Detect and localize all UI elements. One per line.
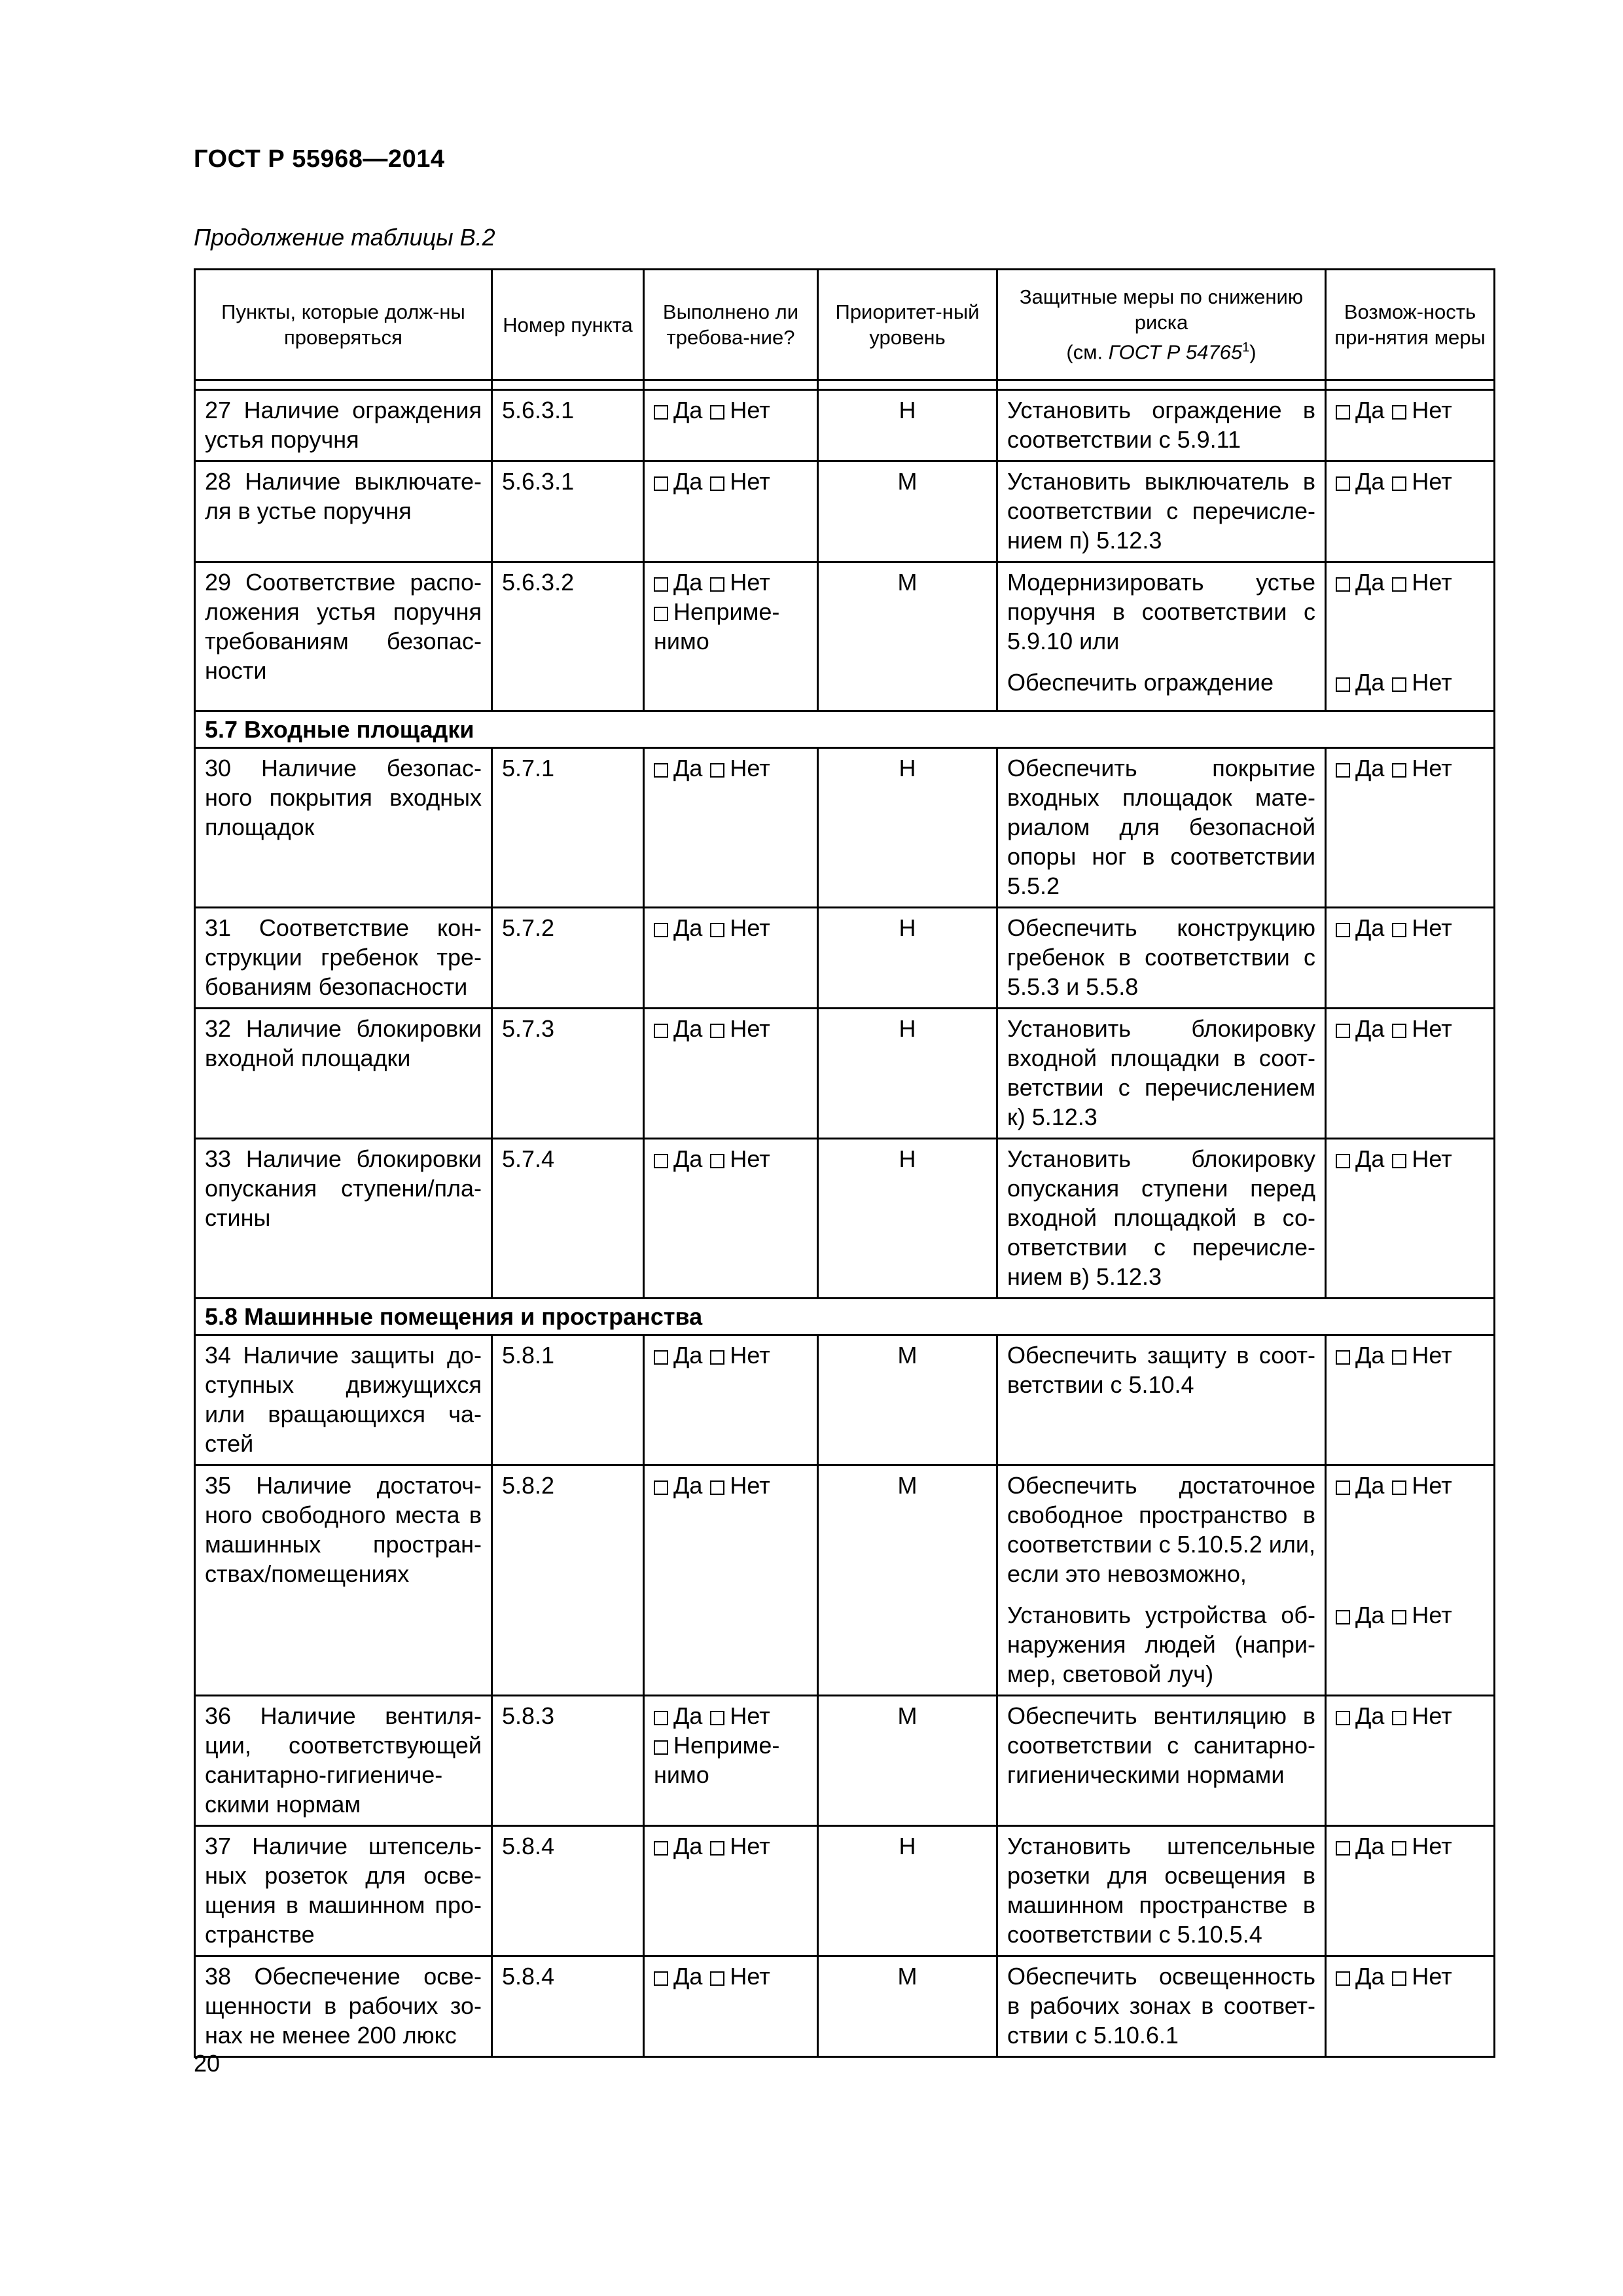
- label-yes: Да: [1355, 397, 1385, 423]
- label-yes: Да: [1355, 669, 1385, 696]
- availability-option: [1336, 567, 1484, 597]
- protective-measure: Установить ограждение в соответствии с 5.9.11: [1007, 397, 1315, 453]
- priority-level: М: [818, 1465, 997, 1696]
- table-row: [195, 1956, 1495, 2057]
- measure-availability: [1326, 390, 1495, 461]
- label-no: Нет: [730, 569, 770, 596]
- section-heading: 5.7 Входные площадки: [195, 711, 1495, 748]
- table-row: [195, 1465, 1495, 1696]
- label-yes: Да: [1355, 914, 1385, 941]
- checkbox-no[interactable]: [1392, 476, 1406, 491]
- label-yes: Да: [673, 1472, 703, 1499]
- requirement-met-cell: [644, 908, 818, 1009]
- checkbox-no[interactable]: [710, 1350, 724, 1365]
- checkbox-no[interactable]: [1392, 405, 1406, 420]
- availability-option: [1336, 1600, 1484, 1630]
- requirement-met-cell: [644, 1956, 818, 2057]
- availability-option: [1336, 1701, 1484, 1731]
- availability-option: [1336, 395, 1484, 425]
- table-row: [195, 461, 1495, 562]
- clause-number: 5.7.3: [492, 1009, 644, 1139]
- checklist-table: [194, 268, 1495, 2058]
- check-item: 32 Наличие блокировки входной площадки: [195, 1009, 492, 1139]
- checkbox-yes[interactable]: [654, 1024, 668, 1038]
- checkbox-yes[interactable]: [654, 476, 668, 491]
- table-row: [195, 1009, 1495, 1139]
- checkbox-no[interactable]: [710, 923, 724, 937]
- col-header-avail: Возмож-ность при-нятия меры: [1326, 270, 1495, 380]
- availability-option: [1336, 1144, 1484, 1174]
- table-row: [195, 1826, 1495, 1956]
- measure-availability: [1326, 1009, 1495, 1139]
- clause-number: 5.8.1: [492, 1335, 644, 1465]
- measure-availability: [1326, 1696, 1495, 1826]
- measure-availability: [1326, 908, 1495, 1009]
- measures-header-line1: Защитные меры по снижению риска: [1019, 285, 1304, 334]
- label-yes: Да: [1355, 1963, 1385, 1990]
- checkbox-no[interactable]: [1392, 1841, 1406, 1856]
- clause-number: 5.7.1: [492, 748, 644, 908]
- label-no: Нет: [1412, 397, 1452, 423]
- checkbox-no[interactable]: [1392, 1971, 1406, 1986]
- col-header-done: Выполнено ли требова-ние?: [644, 270, 818, 380]
- availability-option: [1336, 1471, 1484, 1500]
- requirement-met-cell: [644, 1696, 818, 1826]
- table-row: [195, 748, 1495, 908]
- checkbox-yes[interactable]: [1336, 577, 1350, 592]
- clause-number: 5.8.4: [492, 1956, 644, 2057]
- measure-availability: [1326, 1956, 1495, 2057]
- requirement-met-cell: [644, 562, 818, 711]
- label-yes: Да: [673, 1833, 703, 1859]
- measure-availability: [1326, 1335, 1495, 1465]
- label-not-applicable: Неприме-нимо: [654, 1732, 780, 1788]
- checkbox-yes[interactable]: [1336, 1841, 1350, 1856]
- label-yes: Да: [1355, 1472, 1385, 1499]
- availability-option: [1336, 1340, 1484, 1370]
- measure-availability: [1326, 1139, 1495, 1299]
- label-yes: Да: [1355, 1342, 1385, 1369]
- header-separator: [195, 380, 1495, 390]
- clause-number: 5.8.4: [492, 1826, 644, 1956]
- label-yes: Да: [673, 468, 703, 495]
- requirement-met-cell: [644, 748, 818, 908]
- label-yes: Да: [1355, 1602, 1385, 1628]
- label-yes: Да: [673, 1145, 703, 1172]
- requirement-met-cell: [644, 1826, 818, 1956]
- checkbox-yes[interactable]: [1336, 476, 1350, 491]
- requirement-met-cell: [644, 390, 818, 461]
- protective-measures: [997, 390, 1326, 461]
- requirement-met-cell: [644, 1139, 818, 1299]
- clause-number: 5.8.2: [492, 1465, 644, 1696]
- check-item: 30 Наличие безопас-ного покрытия входных площадок: [195, 748, 492, 908]
- checkbox-yes[interactable]: [1336, 677, 1350, 692]
- clause-number: 5.6.3.1: [492, 390, 644, 461]
- protective-measures: [997, 562, 1326, 711]
- measure-availability: [1326, 562, 1495, 711]
- label-yes: Да: [1355, 755, 1385, 781]
- check-item: 34 Наличие защиты до-ступных движущихся или вращающихся ча-стей: [195, 1335, 492, 1465]
- checkbox-no[interactable]: [710, 1841, 724, 1856]
- label-no: Нет: [1412, 755, 1452, 781]
- availability-option: [1336, 753, 1484, 783]
- table-row: [195, 390, 1495, 461]
- label-no: Нет: [1412, 1145, 1452, 1172]
- label-no: Нет: [1412, 669, 1452, 696]
- checkbox-no[interactable]: [1392, 677, 1406, 692]
- check-item: 29 Соответствие распо-ложения устья поручня требованиям безопас-ности: [195, 562, 492, 711]
- label-no: Нет: [730, 1015, 770, 1042]
- label-yes: Да: [673, 569, 703, 596]
- clause-number: 5.7.4: [492, 1139, 644, 1299]
- priority-level: Н: [818, 908, 997, 1009]
- protective-measures: [997, 1956, 1326, 2057]
- label-yes: Да: [673, 1963, 703, 1990]
- label-no: Нет: [730, 1963, 770, 1990]
- protective-measures: [997, 748, 1326, 908]
- label-no: Нет: [730, 468, 770, 495]
- section-row: [195, 1299, 1495, 1335]
- availability-option: [1336, 1831, 1484, 1861]
- label-no: Нет: [1412, 1015, 1452, 1042]
- checkbox-no[interactable]: [710, 1024, 724, 1038]
- protective-measure: Обеспечить ограждение: [1007, 669, 1274, 696]
- protective-measure: Обеспечить конструкцию гребенок в соответствии с 5.5.3 и 5.5.8: [1007, 914, 1315, 1000]
- section-heading: 5.8 Машинные помещения и пространства: [195, 1299, 1495, 1335]
- checkbox-yes[interactable]: [1336, 405, 1350, 420]
- checkbox-yes[interactable]: [654, 923, 668, 937]
- protective-measure: Установить выключатель в соответствии с перечисле-нием п) 5.12.3: [1007, 468, 1315, 554]
- label-yes: Да: [673, 397, 703, 423]
- checkbox-no[interactable]: [1392, 1154, 1406, 1168]
- table-row: [195, 1335, 1495, 1465]
- measure-availability: [1326, 1465, 1495, 1696]
- label-no: Нет: [730, 1342, 770, 1369]
- protective-measure: Обеспечить защиту в соот-ветствии с 5.10.4: [1007, 1342, 1315, 1398]
- checkbox-no[interactable]: [1392, 763, 1406, 778]
- checkbox-no[interactable]: [1392, 923, 1406, 937]
- label-yes: Да: [1355, 569, 1385, 596]
- checkbox-yes[interactable]: [654, 1711, 668, 1725]
- checkbox-no[interactable]: [710, 1971, 724, 1986]
- availability-option: [1336, 1962, 1484, 1991]
- checkbox-no[interactable]: [1392, 1711, 1406, 1725]
- option-not-applicable: [654, 597, 808, 656]
- measure-availability: [1326, 1826, 1495, 1956]
- label-no: Нет: [1412, 1963, 1452, 1990]
- label-yes: Да: [673, 755, 703, 781]
- checkbox-no[interactable]: [710, 476, 724, 491]
- protective-measure: Обеспечить вентиляцию в соответствии с санитарно-гигиеническими нормами: [1007, 1702, 1315, 1788]
- protective-measures: [997, 1465, 1326, 1696]
- label-no: Нет: [1412, 569, 1452, 596]
- priority-level: М: [818, 1956, 997, 2057]
- label-no: Нет: [1412, 468, 1452, 495]
- label-no: Нет: [730, 1833, 770, 1859]
- label-no: Нет: [1412, 1702, 1452, 1729]
- protective-measures: [997, 1826, 1326, 1956]
- priority-level: М: [818, 1335, 997, 1465]
- protective-measure: Установить устройства об-наружения людей (напри-мер, световой луч): [1007, 1602, 1315, 1687]
- label-no: Нет: [730, 914, 770, 941]
- checkbox-no[interactable]: [710, 1154, 724, 1168]
- protective-measures: [997, 1335, 1326, 1465]
- check-item: 27 Наличие ограждения устья поручня: [195, 390, 492, 461]
- measure-availability: [1326, 461, 1495, 562]
- protective-measures: [997, 1139, 1326, 1299]
- label-no: Нет: [730, 755, 770, 781]
- checkbox-yes[interactable]: [654, 1480, 668, 1495]
- label-not-applicable: Неприме-нимо: [654, 598, 780, 655]
- checkbox-yes[interactable]: [1336, 1610, 1350, 1624]
- requirement-met-cell: [644, 1009, 818, 1139]
- check-item: 31 Соответствие кон-струкции гребенок тре-бованиям безопасности: [195, 908, 492, 1009]
- priority-level: Н: [818, 390, 997, 461]
- checkbox-no[interactable]: [1392, 1024, 1406, 1038]
- availability-option: [1336, 668, 1484, 697]
- checkbox-yes[interactable]: [1336, 1711, 1350, 1725]
- checkbox-no[interactable]: [1392, 1610, 1406, 1624]
- check-item: 33 Наличие блокировки опускания ступени/пла-стины: [195, 1139, 492, 1299]
- checkbox-no[interactable]: [710, 577, 724, 592]
- checkbox-yes[interactable]: [1336, 763, 1350, 778]
- priority-level: Н: [818, 748, 997, 908]
- checkbox-yes[interactable]: [654, 1841, 668, 1856]
- table-row: [195, 908, 1495, 1009]
- checkbox-yes[interactable]: [654, 1350, 668, 1365]
- availability-option: [1336, 913, 1484, 942]
- measure-availability: [1326, 748, 1495, 908]
- check-item: 37 Наличие штепсель-ных розеток для осве-щения в машинном про-странстве: [195, 1826, 492, 1956]
- label-no: Нет: [730, 1472, 770, 1499]
- label-no: Нет: [1412, 1472, 1452, 1499]
- checkbox-yes[interactable]: [1336, 1971, 1350, 1986]
- checkbox-no[interactable]: [710, 1711, 724, 1725]
- requirement-met-cell: [644, 461, 818, 562]
- label-yes: Да: [1355, 1833, 1385, 1859]
- table-row: [195, 562, 1495, 711]
- col-header-number: Номер пункта: [492, 270, 644, 380]
- protective-measures: [997, 1009, 1326, 1139]
- checkbox-yes[interactable]: [654, 763, 668, 778]
- label-no: Нет: [730, 397, 770, 423]
- label-yes: Да: [1355, 468, 1385, 495]
- checkbox-yes[interactable]: [1336, 1154, 1350, 1168]
- label-yes: Да: [673, 914, 703, 941]
- priority-level: Н: [818, 1009, 997, 1139]
- table-header-row: [195, 270, 1495, 380]
- label-no: Нет: [730, 1145, 770, 1172]
- checkbox-yes[interactable]: [654, 405, 668, 420]
- protective-measure: Установить штепсельные розетки для освещения в машинном пространстве в соответствии с 5.10.5.4: [1007, 1833, 1315, 1948]
- checkbox-no[interactable]: [1392, 577, 1406, 592]
- measures-header-close: ): [1249, 340, 1257, 364]
- measures-header-see: (см.: [1066, 340, 1109, 364]
- checkbox-not-applicable[interactable]: [654, 607, 668, 621]
- label-no: Нет: [1412, 1833, 1452, 1859]
- checkbox-no[interactable]: [1392, 1350, 1406, 1365]
- label-yes: Да: [673, 1015, 703, 1042]
- protective-measure: Обеспечить достаточное свободное пространство в соответствии с 5.10.5.2 или, если это невозможно,: [1007, 1472, 1315, 1587]
- protective-measure: Установить блокировку опускания ступени перед входной площадкой в со-ответствии с перечисле-нием в) 5.12.3: [1007, 1145, 1315, 1290]
- protective-measures: [997, 1696, 1326, 1826]
- checkbox-yes[interactable]: [1336, 923, 1350, 937]
- checkbox-no[interactable]: [710, 405, 724, 420]
- col-header-measures: [997, 270, 1326, 380]
- checkbox-yes[interactable]: [1336, 1480, 1350, 1495]
- check-item: 36 Наличие вентиля-ции, соответствующей санитарно-гигиениче-скими нормам: [195, 1696, 492, 1826]
- label-yes: Да: [1355, 1702, 1385, 1729]
- option-not-applicable: [654, 1731, 808, 1789]
- protective-measure: Модернизировать устье поручня в соответствии с 5.9.10 или: [1007, 569, 1315, 655]
- priority-level: М: [818, 562, 997, 711]
- protective-measure: Обеспечить освещенность в рабочих зонах в соответ-ствии с 5.10.6.1: [1007, 1963, 1315, 2049]
- section-row: [195, 711, 1495, 748]
- measures-header-ref: ГОСТ Р 54765: [1108, 340, 1243, 364]
- priority-level: Н: [818, 1826, 997, 1956]
- measures-header-footnote: 1: [1242, 340, 1250, 355]
- checkbox-no[interactable]: [1392, 1480, 1406, 1495]
- label-yes: Да: [1355, 1015, 1385, 1042]
- page-number: 20: [194, 2050, 221, 2077]
- requirement-met-cell: [644, 1465, 818, 1696]
- table-row: [195, 1696, 1495, 1826]
- clause-number: 5.7.2: [492, 908, 644, 1009]
- protective-measure: Установить блокировку входной площадки в соот-ветствии с перечислением к) 5.12.3: [1007, 1015, 1315, 1130]
- checkbox-no[interactable]: [710, 763, 724, 778]
- col-header-priority: Приоритет-ный уровень: [818, 270, 997, 380]
- checkbox-yes[interactable]: [654, 1154, 668, 1168]
- label-yes: Да: [673, 1702, 703, 1729]
- protective-measure: Обеспечить покрытие входных площадок мате-риалом для безопасной опоры ног в соответствии 5.5.2: [1007, 755, 1315, 899]
- label-no: Нет: [1412, 1602, 1452, 1628]
- priority-level: М: [818, 461, 997, 562]
- label-yes: Да: [1355, 1145, 1385, 1172]
- label-no: Нет: [1412, 914, 1452, 941]
- clause-number: 5.6.3.1: [492, 461, 644, 562]
- table-body: [195, 390, 1495, 2057]
- checkbox-yes[interactable]: [1336, 1024, 1350, 1038]
- label-no: Нет: [1412, 1342, 1452, 1369]
- col-header-item: Пункты, которые долж-ны проверяться: [195, 270, 492, 380]
- availability-option: [1336, 1014, 1484, 1043]
- requirement-met-cell: [644, 1335, 818, 1465]
- checkbox-yes[interactable]: [654, 577, 668, 592]
- label-no: Нет: [730, 1702, 770, 1729]
- table-continuation-caption: Продолжение таблицы В.2: [194, 224, 495, 251]
- checkbox-yes[interactable]: [1336, 1350, 1350, 1365]
- checkbox-yes[interactable]: [654, 1971, 668, 1986]
- check-item: 28 Наличие выключате-ля в устье поручня: [195, 461, 492, 562]
- availability-option: [1336, 467, 1484, 496]
- protective-measures: [997, 908, 1326, 1009]
- checkbox-no[interactable]: [710, 1480, 724, 1495]
- clause-number: 5.6.3.2: [492, 562, 644, 711]
- checkbox-not-applicable[interactable]: [654, 1740, 668, 1755]
- table-row: [195, 1139, 1495, 1299]
- clause-number: 5.8.3: [492, 1696, 644, 1826]
- check-item: 38 Обеспечение осве-щенности в рабочих зо-нах не менее 200 люкс: [195, 1956, 492, 2057]
- document-id: ГОСТ Р 55968—2014: [194, 145, 445, 173]
- label-yes: Да: [673, 1342, 703, 1369]
- priority-level: М: [818, 1696, 997, 1826]
- check-item: 35 Наличие достаточ-ного свободного места в машинных простран-ствах/помещениях: [195, 1465, 492, 1696]
- priority-level: Н: [818, 1139, 997, 1299]
- protective-measures: [997, 461, 1326, 562]
